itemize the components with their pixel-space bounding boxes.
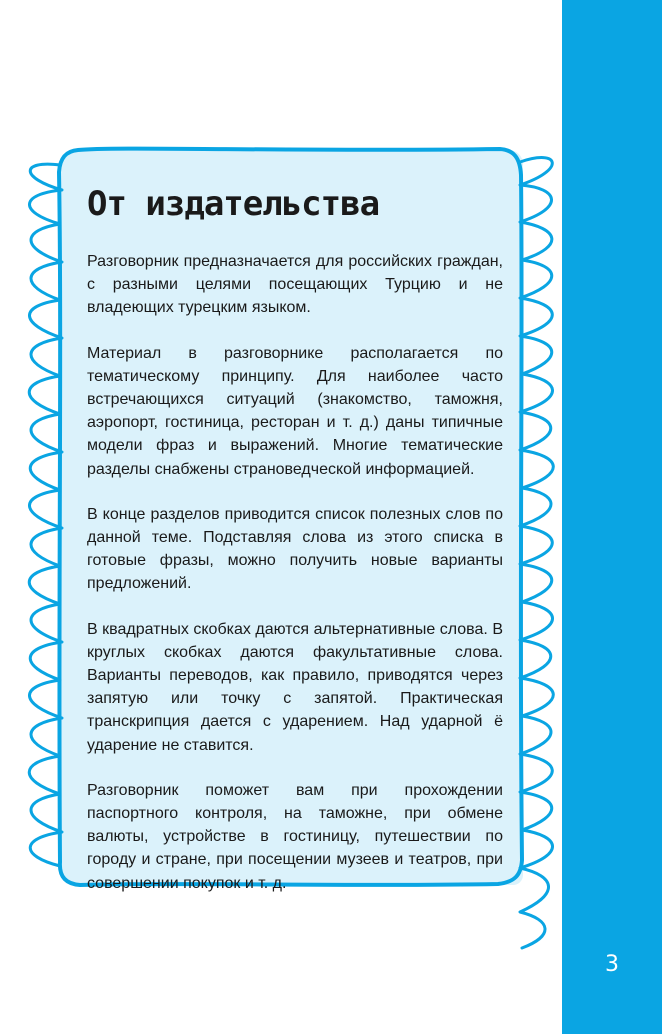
paragraph: В конце разделов приводится список полезных слов по данной теме. Подставляя слова из этого списка в готовые фразы, можно получить новые варианты предложений. (87, 505, 503, 593)
paragraph: В квадратных скобках даются альтернативные слова. В круглых скобках даются факультативные слова. Варианты переводов, как правило, приводятся через запятую или точку с запятой. Практическая транскрипция дается с ударением. Над ударной ё ударение не ставится. (87, 620, 503, 754)
article-body (87, 250, 503, 917)
page-title: От издательства (87, 184, 380, 224)
paragraph: Материал в разговорнике располагается по тематическому принципу. Для наиболее часто встречающихся ситуаций (знакомство, таможня, аэропорт, гостиница, ресторан и т. д.) даны типичные модели фраз и выражений. Многие тематические разделы снабжены страноведческой информацией. (87, 344, 503, 478)
paragraph: Разговорник предназначается для российских граждан, с разными целями посещающих Турцию и не владеющих турецким языком. (87, 253, 503, 317)
right-squiggle (520, 158, 553, 948)
left-squiggle (29, 164, 62, 866)
paragraph: Разговорник поможет вам при прохождении паспортного контроля, на таможне, при обмене валюты, устройстве в гостиницу, путешествии по городу и стране, при посещении музеев и театров, при совершении покупок и т. д. (87, 781, 503, 892)
page-number: 3 (605, 952, 619, 977)
